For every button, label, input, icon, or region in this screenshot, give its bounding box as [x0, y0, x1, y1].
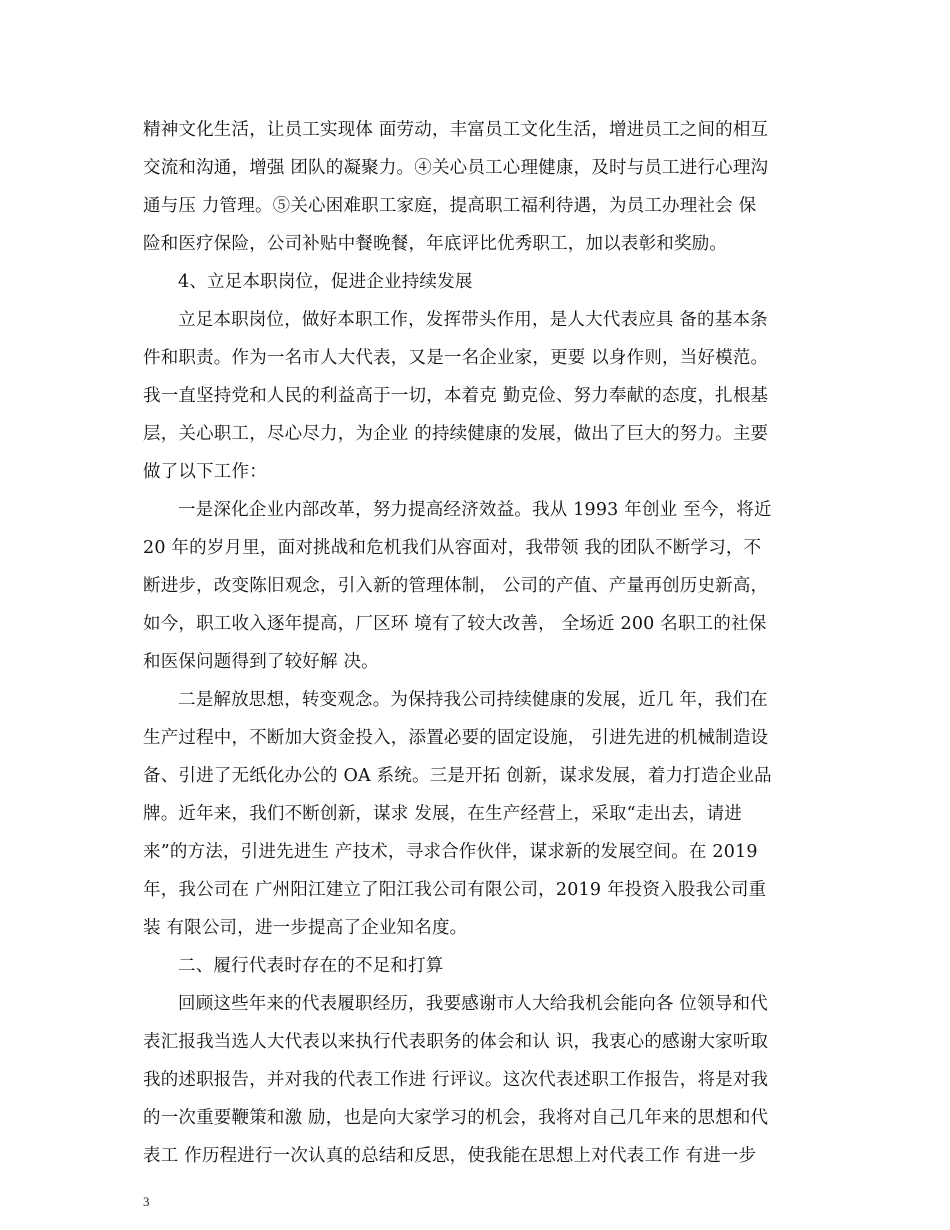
section-heading: 4、立足本职岗位，促进企业持续发展 [178, 272, 473, 292]
text-line: 我的述职报告，并对我的代表工作进 行评议。这次代表述职工作报告，将是对我 [143, 1070, 769, 1090]
text-line: 精神文化生活，让员工实现体 面劳动，丰富员工文化生活，增进员工之间的相互 [143, 120, 769, 140]
text-line: 的一次重要鞭策和激 励，也是向大家学习的机会，我将对自己几年来的思想和代 [143, 1108, 769, 1128]
text-line: 层，关心职工，尽心尽力，为企业 的持续健康的发展，做出了巨大的努力。主要 [143, 424, 769, 444]
text-line: 我一直坚持党和人民的利益高于一切，本着克 勤克俭、努力奉献的态度，扎根基 [143, 386, 769, 406]
text-line: 年，我公司在 广州阳江建立了阳江我公司有限公司，2019 年投资入股我公司重 [143, 880, 767, 900]
text-line: 做了以下工作： [143, 462, 267, 482]
text-line: 20 年的岁月里，面对挑战和危机我们从容面对，我带领 我的团队不断学习，不 [143, 538, 762, 558]
text-line: 和医保问题得到了较好解 决。 [143, 652, 379, 672]
text-line: 通与压 力管理。⑤关心困难职工家庭，提高职工福利待遇，为员工办理社会 保 [143, 196, 757, 216]
text-line: 来”的方法，引进先进生 产技术，寻求合作伙伴，谋求新的发展空间。在 2019 [143, 842, 758, 862]
text-line: 交流和沟通，增强 团队的凝聚力。④关心员工心理健康，及时与员工进行心理沟 [143, 158, 769, 178]
text-line: 二是解放思想，转变观念。为保持我公司持续健康的发展，近几 年，我们在 [178, 690, 768, 710]
text-line: 装 有限公司，进一步提高了企业知名度。 [143, 918, 468, 938]
text-line: 如今，职工收入逐年提高，厂区环 境有了较大改善， 全场近 200 名职工的社保 [143, 614, 767, 634]
text-line: 牌。近年来，我们不断创新，谋求 发展，在生产经营上，采取“走出去，请进 [143, 804, 743, 824]
text-line: 件和职责。作为一名市人大代表，又是一名企业家，更要 以身作则，当好模范。 [143, 348, 769, 368]
text-line: 断进步，改变陈旧观念，引入新的管理体制， 公司的产值、产量再创历史新高， [143, 576, 769, 596]
text-line: 表工 作历程进行一次认真的总结和反思，使我能在思想上对代表工作 有进一步 [143, 1146, 757, 1166]
text-line: 回顾这些年来的代表履职经历，我要感谢市人大给我机会能向各 位领导和代 [178, 994, 768, 1014]
text-line: 立足本职岗位，做好本职工作，发挥带头作用，是人大代表应具 备的基本条 [178, 310, 768, 330]
text-line: 备、引进了无纸化办公的 OA 系统。三是开拓 创新，谋求发展，着力打造企业品 [143, 766, 772, 786]
text-line: 生产过程中，不断加大资金投入，添置必要的固定设施， 引进先进的机械制造设 [143, 728, 769, 748]
text-line: 险和医疗保险，公司补贴中餐晚餐，年底评比优秀职工，加以表彰和奖励。 [143, 234, 728, 254]
text-line: 一是深化企业内部改革，努力提高经济效益。我从 1993 年创业 至今，将近 [178, 500, 772, 520]
text-line: 表汇报我当选人大代表以来执行代表职务的体会和认 识，我衷心的感谢大家听取 [143, 1032, 769, 1052]
page-number: 3 [143, 1194, 150, 1209]
section-heading: 二、履行代表时存在的不足和打算 [178, 956, 444, 976]
